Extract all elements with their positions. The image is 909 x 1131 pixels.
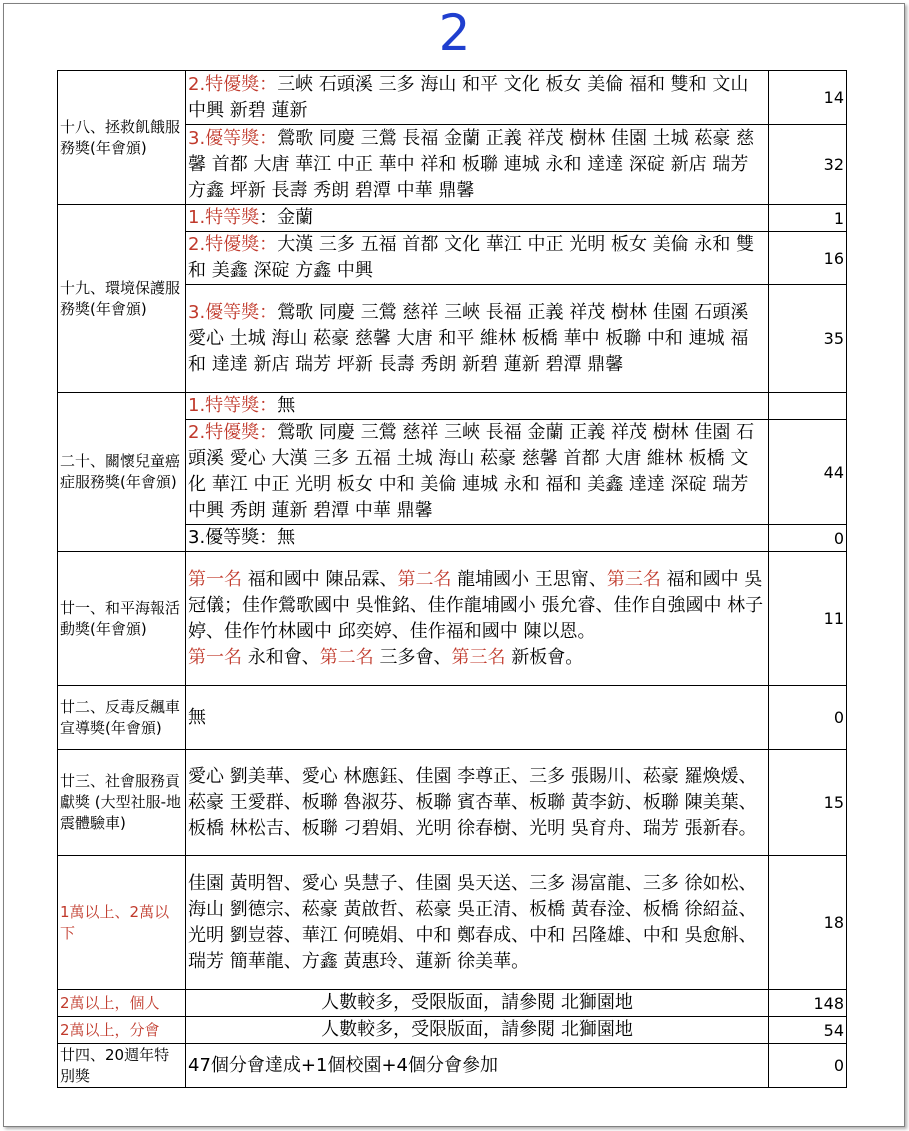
award-cell xyxy=(186,71,769,125)
table-row xyxy=(58,71,847,125)
count-cell: 54 xyxy=(769,1017,847,1044)
winner-text: 福和國中 吳冠儀；佳作鶯歌國中 吳惟銘、佳作龍埔國小 張允睿、佳作自強國中 林子婷、佳作竹林國中 邱奕婷、佳作福和國中 陳以恩。 xyxy=(188,568,764,642)
count-cell xyxy=(769,393,847,420)
table-row xyxy=(58,686,847,750)
award-label: 2.特優獎： xyxy=(188,422,278,443)
award-cell: 人數較多，受限版面，請參閱 北獅園地 xyxy=(186,1017,769,1044)
award-label: 3.優等獎： xyxy=(188,127,278,149)
award-cell: 佳園 黃明智、愛心 吳慧子、佳園 吳天送、三多 湯富龍、三多 徐如松、海山 劉德宗、菘豪 黃啟哲、菘豪 吳正清、板橋 黃春淦、板橋 徐紹益、光明 劉豈蓉、華江 何曉娟、中和 鄭春成、中和 呂隆雄、中和 吳愈斛、瑞芳 簡華龍、方鑫 黃惠玲、蓮新 徐美華。 xyxy=(186,856,769,990)
category-cell: 廿一、和平海報活動獎(年會頒) xyxy=(58,552,186,686)
award-cell xyxy=(186,552,769,686)
category-cell: 1萬以上、2萬以下 xyxy=(58,856,186,990)
category-cell: 廿三、社會服務貢獻獎 (大型社服-地震體驗車) xyxy=(58,750,186,856)
award-cell: 47個分會達成+1個校園+4個分會參加 xyxy=(186,1044,769,1088)
table-row xyxy=(58,1017,847,1044)
awards-table xyxy=(57,70,847,1088)
table-row xyxy=(58,856,847,990)
table-row xyxy=(58,552,847,686)
category-cell: 2萬以上，分會 xyxy=(58,1017,186,1044)
winner-text: 新板會。 xyxy=(505,646,584,668)
award-cell xyxy=(186,420,769,525)
table-row xyxy=(58,393,847,420)
award-label: 1.特等獎 xyxy=(188,207,260,228)
count-cell: 0 xyxy=(769,1044,847,1088)
category-cell: 十九、環境保護服務獎(年會頒) xyxy=(58,205,186,393)
award-cell: 3.優等獎：無 xyxy=(186,525,769,552)
count-cell: 15 xyxy=(769,750,847,856)
award-text: 鶯歌 同慶 三鶯 慈祥 三峽 長福 金蘭 正義 祥茂 樹林 佳園 石頭溪 愛心 大漢 三多 五福 土城 海山 菘豪 慈馨 首都 大唐 維林 板橋 文化 華江 中正 光明 板女 中和 美倫 連城 永和 福和 美鑫 達達 深碇 瑞芳 中興 秀朗 蓮新 碧潭 中華 鼎馨 xyxy=(188,422,755,521)
award-text: 無 xyxy=(277,395,296,416)
count-cell: 1 xyxy=(769,205,847,232)
rank-label: 第三名 xyxy=(606,568,661,590)
table-row xyxy=(58,750,847,856)
rank-label: 第二名 xyxy=(319,646,374,668)
count-cell: 148 xyxy=(769,990,847,1017)
award-text: 鶯歌 同慶 三鶯 慈祥 三峽 長福 正義 祥茂 樹林 佳園 石頭溪 愛心 土城 海山 菘豪 慈馨 大唐 和平 維林 板橋 華中 板聯 中和 連城 福和 達達 新店 瑞芳 坪新 長壽 秀朗 新碧 蓮新 碧潭 鼎馨 xyxy=(188,301,749,375)
student-winners xyxy=(188,567,766,645)
category-cell: 十八、拯救飢餓服務獎(年會頒) xyxy=(58,71,186,205)
award-text: 大漢 三多 五福 首都 文化 華江 中正 光明 板女 美倫 永和 雙和 美鑫 深碇 方鑫 中興 xyxy=(188,234,755,281)
award-text: ：金蘭 xyxy=(259,207,314,228)
award-cell xyxy=(186,232,769,285)
award-label: 2.特優獎： xyxy=(188,234,278,255)
award-label: 2.特優獎： xyxy=(188,73,278,95)
table-row xyxy=(58,1044,847,1088)
award-cell: 人數較多，受限版面，請參閱 北獅園地 xyxy=(186,990,769,1017)
category-cell: 2萬以上，個人 xyxy=(58,990,186,1017)
award-cell xyxy=(186,205,769,232)
award-cell: 無 xyxy=(186,686,769,750)
winner-text: 永和會、 xyxy=(242,646,320,668)
count-cell: 32 xyxy=(769,125,847,205)
winner-text: 三多會、 xyxy=(373,646,452,668)
winner-text: 龍埔國小 王思甯、 xyxy=(451,568,607,590)
count-cell: 11 xyxy=(769,552,847,686)
award-cell xyxy=(186,285,769,393)
rank-label: 第二名 xyxy=(397,568,452,590)
winner-text: 福和國中 陳品霖、 xyxy=(242,568,398,590)
count-cell: 14 xyxy=(769,71,847,125)
award-cell xyxy=(186,393,769,420)
category-cell: 廿四、20週年特別獎 xyxy=(58,1044,186,1088)
count-cell: 44 xyxy=(769,420,847,525)
count-cell: 35 xyxy=(769,285,847,393)
club-winners xyxy=(188,645,766,671)
category-cell: 廿二、反毒反飆車宣導獎(年會頒) xyxy=(58,686,186,750)
award-cell: 愛心 劉美華、愛心 林應鈺、佳園 李尊正、三多 張賜川、菘豪 羅煥煖、菘豪 王愛群、板聯 魯淑芬、板聯 賓杏華、板聯 黃李鈁、板聯 陳美葉、板橋 林松吉、板聯 刁碧娟、光明 徐春樹、光明 吳育舟、瑞芳 張新春。 xyxy=(186,750,769,856)
rank-label: 第三名 xyxy=(451,646,506,668)
award-text: 鶯歌 同慶 三鶯 長福 金蘭 正義 祥茂 樹林 佳園 土城 菘豪 慈馨 首都 大唐 華江 中正 華中 祥和 板聯 連城 永和 達達 深碇 新店 瑞芳 方鑫 坪新 長壽 秀朗 碧潭 中華 鼎馨 xyxy=(188,127,755,201)
count-cell: 18 xyxy=(769,856,847,990)
rank-label: 第一名 xyxy=(188,568,242,590)
award-label: 3.優等獎： xyxy=(188,301,278,323)
table-row xyxy=(58,205,847,232)
category-cell: 二十、關懷兒童癌症服務獎(年會頒) xyxy=(58,393,186,552)
count-cell: 0 xyxy=(769,686,847,750)
rank-label: 第一名 xyxy=(188,646,242,668)
award-text: 三峽 石頭溪 三多 海山 和平 文化 板女 美倫 福和 雙和 文山 中興 新碧 蓮新 xyxy=(188,73,749,121)
award-label: 1.特等獎： xyxy=(188,395,278,416)
table-row xyxy=(58,990,847,1017)
count-cell: 16 xyxy=(769,232,847,285)
page-number: 2 xyxy=(438,4,471,62)
count-cell: 0 xyxy=(769,525,847,552)
award-cell xyxy=(186,125,769,205)
